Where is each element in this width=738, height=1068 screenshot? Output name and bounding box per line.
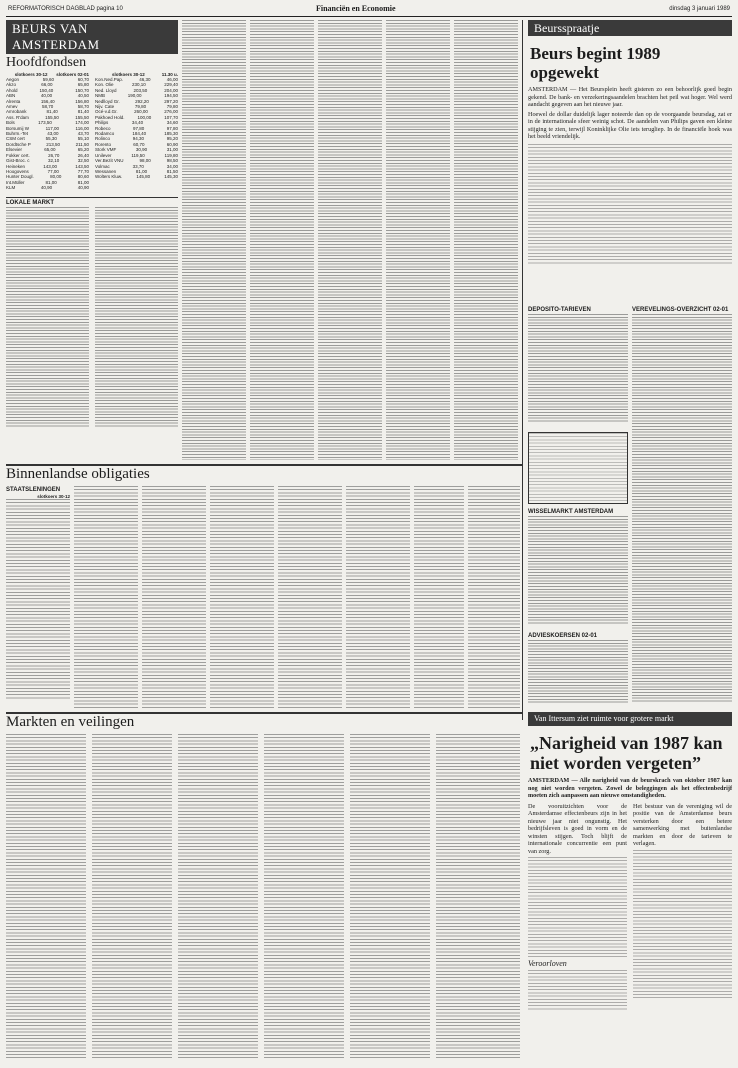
koers-value: 81,00 [135, 168, 148, 174]
fonds-name: Amev [6, 104, 18, 110]
fonds-name: CSM cert [6, 136, 25, 142]
koers-value: 59,60 [42, 77, 54, 82]
koers-value: 26,70 [48, 152, 60, 158]
koers-value: 65,80 [77, 82, 89, 88]
koers-value: 65,20 [77, 147, 89, 153]
beursspraatje-headline: Beurs begint 1989 opgewekt [530, 44, 661, 82]
koers-value: 65,00 [44, 147, 56, 153]
koers-value: 229,40 [164, 82, 178, 88]
koers-value: 40,90 [40, 185, 53, 191]
beursspraatje-body: Hoewel de dollar duidelijk lager noteerde dan op de voorgaande beursdag, zat er in de internationale sfeer weinig schot. De aandelen van Philips gaven een kleine stijging te zien, terwijl Koninklijke Olie iets terugliep. In de financiële hoek was het beeld vriendelijk. [528, 110, 732, 140]
fonds-name: Dordtsche P [6, 141, 31, 147]
koers-value: 58,70 [41, 104, 54, 110]
markten-col-6 [436, 734, 520, 1060]
obligaties-col-2 [74, 486, 138, 708]
fonds-name: Amrobank [6, 109, 27, 115]
koers-value: 81,40 [46, 109, 58, 115]
hoofdfondsen-right [95, 72, 178, 191]
koers-value: 34,60 [166, 120, 178, 126]
obligaties-col-6 [346, 486, 410, 708]
koers-value: 97,80 [166, 125, 178, 131]
staatsleningen-col [6, 486, 70, 708]
hoofdfondsen-title: Hoofdfondsen [6, 55, 87, 70]
koers-value: 60,90 [166, 141, 178, 147]
fonds-name: Borsumij W [6, 125, 30, 131]
koers-value: 190,00 [127, 93, 142, 99]
fonds-name: Hoogovens [6, 168, 29, 174]
notitie-kader [528, 432, 628, 504]
koers-col-1 [182, 20, 246, 460]
fonds-name: Stork VMF [95, 147, 117, 153]
advieskoersen-title: ADVIESKOERSEN 02-01 [528, 633, 598, 639]
wisselmarkt-title: WISSELMARKT AMSTERDAM [528, 509, 614, 515]
koers-value: 213,50 [46, 141, 61, 147]
fonds-name: Ned. Lloyd [95, 87, 117, 93]
fonds-name: Bols [6, 120, 15, 126]
lokale-markt-title: LOKALE MARKT [6, 197, 178, 206]
koers-value: 155,50 [75, 114, 89, 120]
koers-value: 66,00 [41, 82, 53, 88]
masthead-left: REFORMATORISCH DAGBLAD pagina 10 [8, 6, 123, 12]
koers-value: 80,60 [77, 174, 89, 180]
fonds-name: Elsevier [6, 147, 23, 153]
koers-row [95, 174, 178, 179]
koers-value: 292,20 [135, 98, 149, 104]
fonds-name: Kon.Ned.Pap. [95, 77, 124, 82]
beursspraatje-lead: AMSTERDAM — Het Beursplein heeft gisteren zo een behoorlijk goed begin gekend. De bank- en verzekeringsaandelen brachten het peil wat hoger. Wel werd aandacht gegeven aan het nieuwe jaar. [528, 86, 732, 108]
koers-value: 40,00 [40, 93, 53, 99]
wisselmarkt-block [528, 508, 628, 628]
masthead-date: dinsdag 3 januari 1989 [669, 6, 730, 12]
obligaties-col-4 [210, 486, 274, 708]
feature-banner [528, 712, 732, 726]
fonds-name: KLM [6, 185, 16, 191]
fonds-name: Alrenta [6, 98, 21, 104]
fonds-name: Ass. R'dam [6, 114, 29, 120]
koers-col-2 [250, 20, 314, 460]
obligaties-col-8 [468, 486, 520, 708]
koers-value: 34,40 [131, 120, 144, 126]
koers-col-5 [454, 20, 518, 460]
fonds-name: Gist-Broc. c [6, 158, 30, 164]
koers-value: 43,70 [77, 131, 89, 137]
fonds-name: Océ-v.d.Gr. [95, 109, 118, 115]
koers-value: 95,20 [166, 136, 178, 142]
koers-value: 155,50 [45, 114, 59, 120]
beursspraatje-article [528, 40, 732, 300]
koers-value: 32,50 [77, 158, 89, 164]
koers-value: 107,70 [164, 114, 178, 120]
koers-value: 98,50 [166, 158, 178, 164]
obligaties-title: Binnenlandse obligaties [6, 466, 150, 482]
fonds-name: Philips [95, 120, 109, 126]
fonds-name: Ver.Bezit VNU [95, 158, 124, 164]
verevelings-title: VEREVELINGS-OVERZICHT 02-01 [632, 307, 729, 313]
fonds-name: Ahold [6, 87, 18, 93]
koers-value: 297,20 [164, 98, 178, 104]
fonds-name: Hunter Dougl. [6, 174, 34, 180]
markten-col-4 [264, 734, 344, 1060]
koers-value: 55,30 [45, 136, 57, 142]
fonds-name: Wolters Kluw. [95, 174, 123, 180]
fonds-name: NMB [95, 93, 105, 99]
koers-value: 26,40 [77, 152, 89, 158]
beursspraatje-label: Beursspraatje [534, 21, 600, 35]
koers-value: 230,10 [131, 82, 146, 88]
koers-value: 184,40 [132, 131, 147, 137]
col-a-r: slotkoers 30-12 [111, 72, 145, 77]
staatsleningen-title: STAATSLENINGEN [6, 487, 61, 493]
obl-col-a: slotkoers 30-12 [37, 494, 70, 499]
koers-value: 100,00 [137, 114, 152, 120]
koers-value: 173,50 [38, 120, 52, 126]
verevelings-block [632, 306, 732, 706]
koers-value: 60,70 [77, 77, 89, 82]
koers-value: 150,70 [75, 87, 89, 93]
fonds-name: Rodamco [95, 131, 115, 137]
koers-value: 33,70 [132, 163, 144, 169]
fonds-name: Fokker cert. [6, 152, 30, 158]
koers-value: 119,50 [131, 152, 145, 158]
koers-value: 58,70 [77, 104, 89, 110]
koers-value: 79,80 [134, 104, 147, 110]
masthead [6, 2, 732, 17]
koers-value: 117,00 [45, 125, 59, 131]
koers-value: 40,90 [77, 185, 89, 191]
hoofdfondsen-left [6, 72, 89, 191]
obligaties-col-5 [278, 486, 342, 708]
beursspraatje-banner [528, 20, 732, 36]
fonds-name: Heineken [6, 163, 26, 169]
koers-value: 116,00 [75, 125, 89, 131]
lokale-col-2 [95, 207, 178, 427]
koers-value: 276,00 [164, 109, 178, 115]
feature-headline: „Narigheid van 1987 kan niet worden vergeten” [530, 733, 723, 773]
koers-value: 174,00 [75, 120, 89, 126]
fonds-name: Akzo [6, 82, 17, 88]
markten-title: Markten en veilingen [6, 714, 135, 730]
feature-overline: Van Ittersum ziet ruimte voor grotere markt [534, 714, 674, 723]
koers-value: 55,10 [77, 136, 89, 142]
fonds-name: Volmac [95, 163, 110, 169]
koers-value: 81,40 [77, 109, 89, 115]
fonds-name: Buhrm.-Tet [6, 131, 29, 137]
koers-value: 98,00 [139, 158, 151, 164]
fonds-name: ABN [6, 93, 16, 99]
koers-value: 156,80 [75, 98, 89, 104]
koers-value: 80,00 [50, 174, 62, 180]
koers-value: 94,30 [132, 136, 144, 142]
koers-value: 204,00 [164, 87, 178, 93]
markten-col-2 [92, 734, 172, 1060]
fonds-name: Rorento [95, 141, 112, 147]
koers-value: 34,00 [166, 163, 178, 169]
markten-col-5 [350, 734, 430, 1060]
koers-value: 79,80 [166, 104, 178, 110]
koers-col-4 [386, 20, 450, 460]
koers-value: 97,80 [132, 125, 145, 131]
markten-col-3 [178, 734, 258, 1060]
obligaties-header [6, 464, 522, 482]
koers-value: 81,00 [77, 179, 89, 185]
feature-lead: AMSTERDAM — Alle narigheid van de beurskrach van oktober 1987 kan nog niet worden vergeten. Zowel de beleggingen als het effectenbedrijf moeten zich aanpassen aan nieuwe omstandigheden. [528, 777, 732, 799]
fonds-name: Nedlloyd Gr. [95, 98, 120, 104]
koers-value: 77,00 [47, 168, 59, 174]
beurs-title: BEURS VAN AMSTERDAM [6, 20, 178, 54]
masthead-section: Financiën en Economie [316, 4, 396, 13]
fonds-name: Kon. Olie [95, 82, 114, 88]
fonds-name: Rolinco [95, 136, 111, 142]
koers-value: 31,00 [166, 147, 178, 153]
koers-value: 145,30 [164, 174, 178, 180]
lokale-col-1 [6, 207, 89, 427]
beurs-block [6, 20, 178, 460]
koers-value: 203,50 [133, 87, 148, 93]
obligaties-col-3 [142, 486, 206, 708]
koers-value: 145,80 [136, 174, 151, 180]
markten-header [6, 712, 522, 732]
feature-article [528, 730, 732, 1060]
koers-value: 260,00 [134, 109, 148, 115]
obligaties-col-7 [414, 486, 464, 708]
col-a: slotkoers 30-12 [14, 72, 48, 77]
koers-value: 156,40 [40, 98, 55, 104]
feature-subhead: Veroorloven [528, 959, 567, 968]
fonds-name: Unilever [95, 152, 112, 158]
fonds-name: Pakhoed Hold. [95, 114, 125, 120]
koers-value: 150,40 [39, 87, 54, 93]
koers-value: 30,90 [135, 147, 148, 153]
koers-value: 40,50 [77, 93, 89, 99]
koers-value: 43,00 [47, 131, 59, 137]
koers-value: 77,70 [77, 168, 89, 174]
fonds-name: Wessanen [95, 168, 117, 174]
koers-value: 32,10 [47, 158, 60, 164]
koers-row [6, 185, 89, 190]
advieskoersen-block [528, 632, 628, 708]
feature-body-b: Het bestuur van de vereniging wil de positie van de Amsterdamse beurs versterken door een betere samenwerking met buitenlandse markten en door de tarieven te verlagen. [633, 802, 732, 847]
koers-col-3 [318, 20, 382, 460]
fonds-name: Nijv. Cate [95, 104, 115, 110]
koers-value: 60,70 [133, 141, 145, 147]
koers-value: 143,50 [75, 163, 89, 169]
deposito-block [528, 306, 628, 426]
koers-value: 119,80 [164, 152, 178, 158]
deposito-title: DEPOSITO-TARIEVEN [528, 307, 591, 313]
koers-value: 185,30 [164, 131, 178, 137]
koers-value: 46,30 [139, 77, 151, 82]
col-b-r: 11.30 u. [161, 72, 178, 77]
koers-value: 81,00 [45, 179, 57, 185]
koers-value: 143,00 [43, 163, 57, 169]
feature-body-a: De vooruitzichten voor de Amsterdamse effectenbeurs zijn in het nieuwe jaar niet ongunstig. Het bedrijfsleven is goed in vorm en de winsten stijgen. Toch blijft de internationale concurrentie een punt van zorg. [528, 802, 627, 855]
koers-value: 46,00 [166, 77, 178, 82]
koers-value: 211,50 [75, 141, 89, 147]
koers-value: 81,50 [166, 168, 178, 174]
markten-col-1 [6, 734, 86, 1060]
fonds-name: Aegon [6, 77, 20, 82]
koers-value: 194,50 [164, 93, 178, 99]
fonds-name: Robeco [95, 125, 111, 131]
col-b: slotkoers 02-01 [56, 72, 89, 77]
fonds-name: Int.Müller [6, 179, 25, 185]
